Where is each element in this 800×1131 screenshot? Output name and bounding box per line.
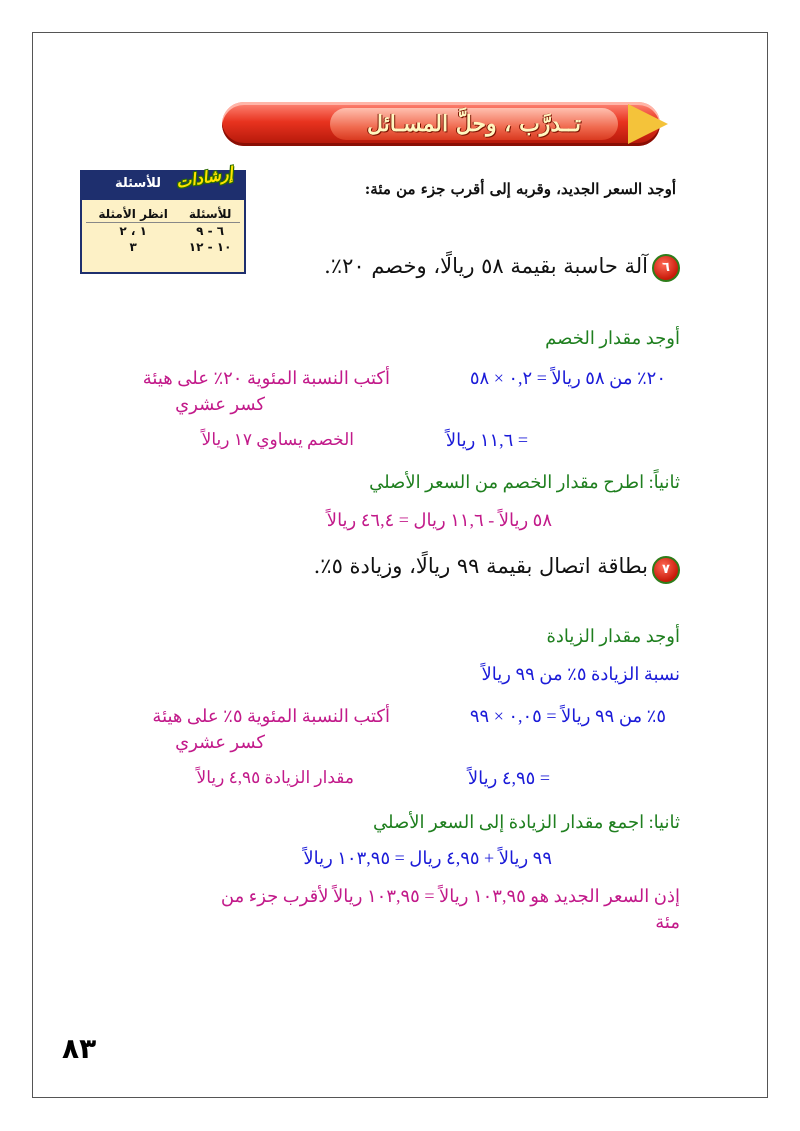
q7-calc: ٥٪ من ٩٩ ريالاً = ٠,٠٥ × ٩٩ [469,706,666,726]
q6-calc: ٢٠٪ من ٥٨ ريالاً = ٠,٢ × ٥٨ [469,368,666,388]
q7-note-line1: أكتب النسبة المئوية ٥٪ على هيئة [152,706,390,726]
q7-step2-heading: ثانيا: اجمع مقدار الزيادة إلى السعر الأصلي [373,812,680,832]
instruction: أوجد السعر الجديد، وقربه إلى أقرب جزء من مئة: [364,180,676,198]
hints-col-questions: للأسئلة [180,206,240,223]
q7-conclusion-line1: إذن السعر الجديد هو ١٠٣,٩٥ ريالاً = ١٠٣,٩٥ ريالاً لأقرب جزء من [220,886,680,906]
q7-step2-calc: ٩٩ ريالاً + ٤,٩٥ ريال = ١٠٣,٩٥ ريالاً [303,848,552,868]
question-number-badge: ٦ [652,254,680,282]
question-6-text: آلة حاسبة بقيمة ٥٨ ريالًا، وخصم ٢٠٪. [324,254,648,278]
table-row [86,223,240,240]
q6-note-line2: كسر عشري [175,394,265,414]
hints-table [86,206,240,255]
hints-cell: ١٠ - ١٢ [188,240,232,254]
q7-step1-heading: أوجد مقدار الزيادة [546,626,680,646]
hints-header-title: للأسئلة [114,176,162,191]
banner-arrow-icon [628,104,668,144]
table-row [86,239,240,255]
q7-note-line2: كسر عشري [175,732,265,752]
q6-result-note: الخصم يساوي ١٧ ريالاً [201,430,354,449]
q6-step2-calc: ٥٨ ريالاً - ١١,٦ ريال = ٤٦,٤ ريالاً [326,510,552,530]
question-7-text: بطاقة اتصال بقيمة ٩٩ ريالًا، وزيادة ٥٪. [313,554,648,578]
q7-sub-line: نسبة الزيادة ٥٪ من ٩٩ ريالاً [481,664,680,684]
question-number-badge: ٧ [652,556,680,584]
q7-result: = ٤,٩٥ ريالاً [467,768,550,788]
q6-note-line1: أكتب النسبة المئوية ٢٠٪ على هيئة [142,368,390,388]
q7-conclusion-line2: مئة [655,912,680,932]
hints-cell: ١ ، ٢ [119,224,147,238]
hints-cell: ٦ - ٩ [196,224,225,238]
q6-step2-heading: ثانياً: اطرح مقدار الخصم من السعر الأصلي [369,472,680,492]
page-number: ٨٣ [62,1032,97,1065]
q6-step1-heading: أوجد مقدار الخصم [545,328,680,348]
q7-result-note: مقدار الزيادة ٤,٩٥ ريالاً [196,768,354,787]
section-title: تــدرَّب ، وحلَّ المسـائل [367,111,581,137]
hints-badge: إرشادات [174,163,235,192]
hints-col-examples: انظر الأمثلة [86,206,180,223]
q6-result: = ١١,٦ ريالاً [445,430,528,450]
hints-cell: ٣ [129,240,137,254]
